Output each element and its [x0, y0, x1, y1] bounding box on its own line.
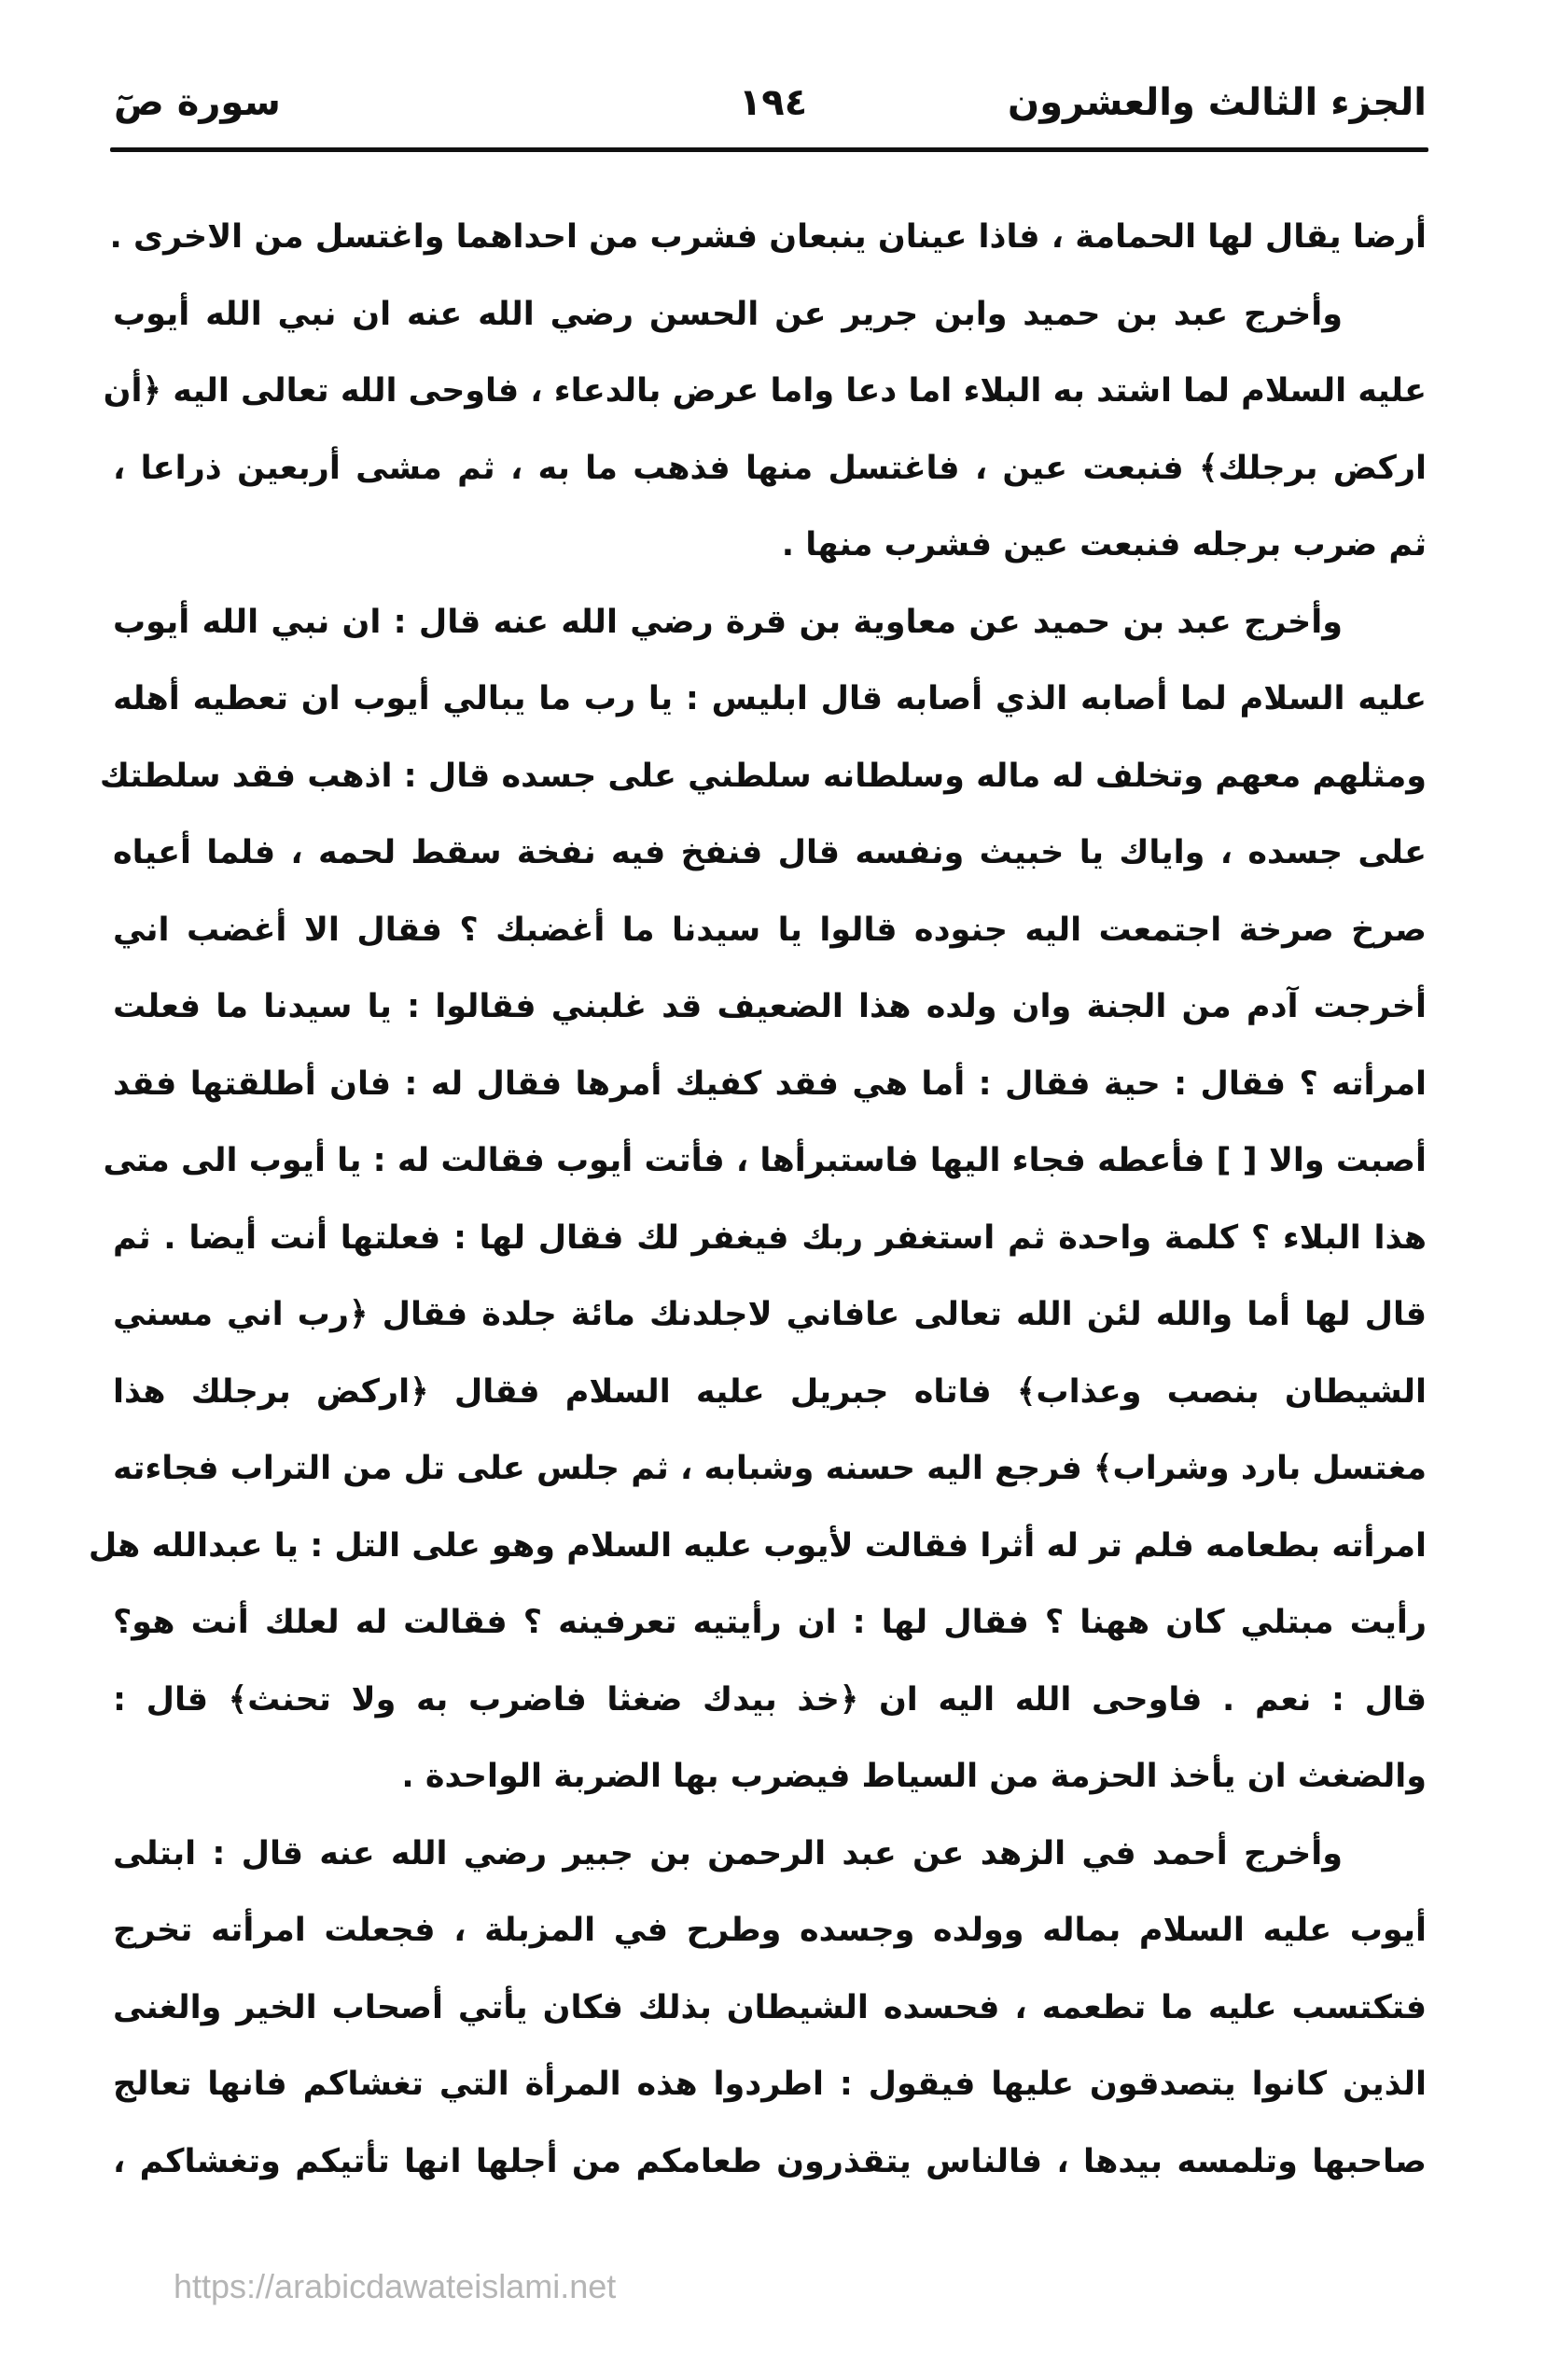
- text-line: وأخرج عبد بن حميد وابن جرير عن الحسن رضي الله عنه ان نبي الله أيوب: [113, 295, 1343, 333]
- running-header-surah: سورة صٓ: [114, 81, 281, 124]
- text-line: فتكتسب عليه ما تطعمه ، فحسده الشيطان بذلك فكان يأتي أصحاب الخير والغنى: [113, 1988, 1427, 2026]
- text-line: الشيطان بنصب وعذاب﴾ فاتاه جبريل عليه السلام فقال ﴿اركض برجلك هذا: [113, 1372, 1427, 1411]
- text-line: الذين كانوا يتصدقون عليها فيقول : اطردوا هذه المرأة التي تغشاكم فانها تعالج: [113, 2066, 1427, 2103]
- text-line: أصبت والا [ ] فأعطه فجاء اليها فاستبرأها ، فأتت أيوب فقالت له : يا أيوب الى متى: [103, 1142, 1427, 1179]
- page-body: [88, 199, 1427, 2200]
- text-line: ثم ضرب برجله فنبعت عين فشرب منها .: [781, 526, 1427, 564]
- text-line: والضغث ان يأخذ الحزمة من السياط فيضرب بها الضربة الواحدة .: [401, 1758, 1427, 1795]
- text-line: أيوب عليه السلام بماله وولده وجسده وطرح في المزبلة ، فجعلت امرأته تخرج: [113, 1912, 1427, 1949]
- text-line: مغتسل بارد وشراب﴾ فرجع اليه حسنه وشبابه ، ثم جلس على تل من التراب فجاءته: [113, 1450, 1427, 1487]
- text-line: هذا البلاء ؟ كلمة واحدة ثم استغفر ربك فيغفر لك فقال لها : فعلتها أنت أيضا . ثم: [113, 1218, 1427, 1257]
- header-rule: [110, 147, 1428, 152]
- paragraph: [103, 276, 1427, 584]
- text-line: أخرجت آدم من الجنة وان ولده هذا الضعيف قد غلبني فقالوا : يا سيدنا ما فعلت: [113, 988, 1427, 1025]
- text-line: على جسده ، واياك يا خبيث ونفسه قال فنفخ فيه نفخة سقط لحمه ، فلما أعياه: [113, 834, 1427, 871]
- text-line: وأخرج أحمد في الزهد عن عبد الرحمن بن جبير رضي الله عنه قال : ابتلى: [113, 1834, 1343, 1872]
- text-line: وأخرج عبد بن حميد عن معاوية بن قرة رضي الله عنه قال : ان نبي الله أيوب: [113, 603, 1343, 641]
- paragraph: [88, 584, 1427, 1816]
- text-line: امرأته بطعامه فلم تر له أثرا فقالت لأيوب عليه السلام وهو على التل : يا عبدالله هل: [88, 1526, 1427, 1565]
- text-line: أرضا يقال لها الحمامة ، فاذا عينان ينبعان فشرب من احداهما واغتسل من الاخرى .: [109, 218, 1427, 256]
- paragraph: [113, 1816, 1427, 2201]
- text-line: صاحبها وتلمسه بيدها ، فالناس يتقذرون طعامكم من أجلها انها تأتيكم وتغشاكم ،: [113, 2142, 1427, 2180]
- text-line: رأيت مبتلي كان ههنا ؟ فقال لها : ان رأيتيه تعرفينه ؟ فقالت له لعلك أنت هو؟: [113, 1604, 1427, 1641]
- paragraph: [109, 199, 1427, 276]
- text-line: ومثلهم معهم وتخلف له ماله وسلطانه سلطني على جسده قال : اذهب فقد سلطتك: [99, 757, 1427, 795]
- text-line: امرأته ؟ فقال : حية فقال : أما هي فقد كفيك أمرها فقال له : فان أطلقتها فقد: [113, 1065, 1427, 1103]
- text-line: عليه السلام لما اشتد به البلاء اما دعا واما عرض بالدعاء ، فاوحى الله تعالى اليه ﴿أن: [103, 372, 1427, 410]
- text-line: قال : نعم . فاوحى الله اليه ان ﴿خذ بيدك ضغثا فاضرب به ولا تحنث﴾ قال :: [113, 1680, 1427, 1719]
- text-line: عليه السلام لما أصابه الذي أصابه قال ابليس : يا رب ما يبالي أيوب ان تعطيه أهله: [113, 680, 1427, 717]
- running-header-juz: الجزء الثالث والعشرون: [1008, 81, 1427, 124]
- text-line: قال لها أما والله لئن الله تعالى عافاني لاجلدنك مائة جلدة فقال ﴿رب اني مسني: [113, 1296, 1427, 1333]
- text-line: صرخ صرخة اجتمعت اليه جنوده قالوا يا سيدنا ما أغضبك ؟ فقال الا أغضب اني: [113, 911, 1427, 949]
- text-line: اركض برجلك﴾ فنبعت عين ، فاغتسل منها فذهب ما به ، ثم مشى أربعين ذراعا ،: [113, 449, 1427, 487]
- page-number: ١٩٤: [738, 81, 808, 124]
- watermark-url: https://arabicdawateislami.net: [174, 2267, 617, 2305]
